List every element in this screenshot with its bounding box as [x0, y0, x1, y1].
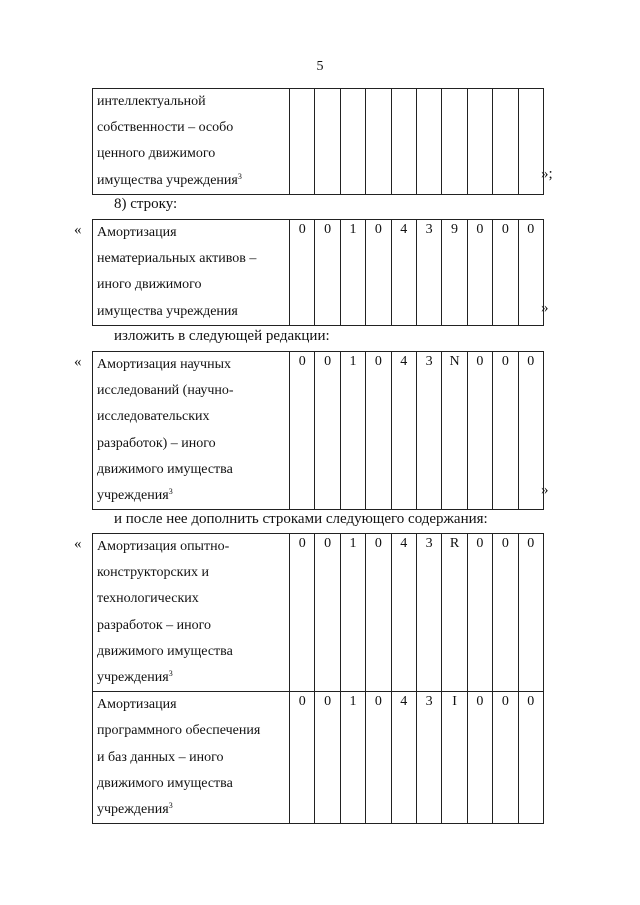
- code-cell: [366, 89, 391, 195]
- code-cell: 0: [493, 352, 518, 510]
- table-row: [93, 692, 544, 824]
- code-cell: 0: [315, 352, 340, 510]
- table-row: [93, 534, 544, 692]
- desc-line: движимого имущества: [97, 643, 233, 659]
- desc-line: исследований (научно-: [97, 383, 234, 399]
- desc-line: имущества учреждения: [97, 172, 238, 188]
- open-quote: «: [74, 536, 82, 552]
- desc-line: разработок) – иного: [97, 435, 216, 451]
- table-row: [93, 89, 544, 195]
- code-cell: 4: [391, 692, 416, 824]
- row-description: [93, 220, 290, 326]
- table-new-row: [92, 351, 544, 510]
- desc-line: иного движимого: [97, 277, 202, 293]
- code-cell: 0: [290, 534, 315, 692]
- table-row: [93, 220, 544, 326]
- code-cell: [442, 89, 467, 195]
- code-cell: 0: [290, 692, 315, 824]
- footnote-mark: 3: [168, 801, 173, 811]
- paragraph-8: 8) строку:: [114, 196, 178, 212]
- desc-line: нематериальных активов –: [97, 251, 257, 267]
- code-cell: R: [442, 534, 467, 692]
- code-cell: 0: [518, 534, 543, 692]
- code-cell: 0: [493, 692, 518, 824]
- code-cell: [493, 89, 518, 195]
- code-cell: 3: [416, 220, 441, 326]
- desc-line: ценного движимого: [97, 146, 216, 162]
- code-cell: 0: [290, 220, 315, 326]
- code-cell: 0: [467, 220, 492, 326]
- code-cell: 3: [416, 534, 441, 692]
- code-cell: 0: [315, 534, 340, 692]
- desc-line: исследовательских: [97, 409, 210, 425]
- desc-line: интеллектуальной: [97, 94, 206, 109]
- close-quote: »;: [541, 166, 553, 182]
- desc-line: разработок – иного: [97, 617, 212, 633]
- code-cell: 0: [366, 534, 391, 692]
- row-description: [93, 534, 290, 692]
- code-cell: [391, 89, 416, 195]
- close-quote: »: [541, 300, 549, 316]
- code-cell: 0: [493, 534, 518, 692]
- code-cell: 4: [391, 220, 416, 326]
- open-quote: «: [74, 222, 82, 238]
- desc-line: имущества учреждения: [97, 303, 238, 319]
- desc-line: учреждения: [97, 802, 169, 818]
- code-cell: 0: [467, 534, 492, 692]
- table-old-row: [92, 219, 544, 326]
- code-cell: 0: [315, 692, 340, 824]
- desc-line: Амортизация опытно-: [97, 539, 230, 554]
- code-cell: 4: [391, 534, 416, 692]
- desc-line: технологических: [97, 591, 199, 607]
- code-cell: 0: [290, 352, 315, 510]
- paragraph-after: и после нее дополнить строками следующего содержания:: [114, 511, 488, 527]
- code-cell: 0: [518, 352, 543, 510]
- table-row: [93, 352, 544, 510]
- desc-line: Амортизация: [97, 697, 177, 713]
- code-cell: [290, 89, 315, 195]
- code-cell: 1: [340, 534, 365, 692]
- code-cell: 1: [340, 220, 365, 326]
- code-cell: 1: [340, 352, 365, 510]
- row-description: [93, 352, 290, 510]
- desc-line: Амортизация научных: [97, 357, 231, 372]
- desc-line: движимого имущества: [97, 775, 233, 791]
- table-added-rows: [92, 533, 544, 824]
- code-cell: [340, 89, 365, 195]
- code-cell: 0: [366, 220, 391, 326]
- code-cell: [416, 89, 441, 195]
- paragraph-edit: изложить в следующей редакции:: [114, 328, 330, 344]
- code-cell: 0: [315, 220, 340, 326]
- code-cell: [315, 89, 340, 195]
- desc-line: Амортизация: [97, 225, 177, 240]
- code-cell: 0: [518, 692, 543, 824]
- code-cell: 0: [366, 692, 391, 824]
- code-cell: 1: [340, 692, 365, 824]
- code-cell: 3: [416, 692, 441, 824]
- close-quote: »: [541, 482, 549, 498]
- desc-line: и баз данных – иного: [97, 749, 224, 765]
- desc-line: программного обеспечения: [97, 723, 261, 739]
- row-description: [93, 89, 290, 195]
- desc-line: собственности – особо: [97, 120, 234, 136]
- code-cell: [467, 89, 492, 195]
- desc-line: конструкторских и: [97, 565, 209, 581]
- code-cell: 4: [391, 352, 416, 510]
- code-cell: [518, 89, 543, 195]
- code-cell: 0: [366, 352, 391, 510]
- code-cell: I: [442, 692, 467, 824]
- code-cell: 0: [518, 220, 543, 326]
- footnote-mark: 3: [168, 487, 173, 497]
- footnote-mark: 3: [168, 669, 173, 679]
- code-cell: 0: [493, 220, 518, 326]
- row-description: [93, 692, 290, 824]
- desc-line: движимого имущества: [97, 461, 233, 477]
- code-cell: 0: [467, 352, 492, 510]
- open-quote: «: [74, 354, 82, 370]
- table-continuation: [92, 88, 544, 195]
- code-cell: 9: [442, 220, 467, 326]
- desc-line: учреждения: [97, 488, 169, 504]
- code-cell: 3: [416, 352, 441, 510]
- desc-line: учреждения: [97, 670, 169, 686]
- code-cell: 0: [467, 692, 492, 824]
- code-cell: N: [442, 352, 467, 510]
- page-number: 5: [316, 59, 324, 74]
- footnote-mark: 3: [237, 171, 242, 181]
